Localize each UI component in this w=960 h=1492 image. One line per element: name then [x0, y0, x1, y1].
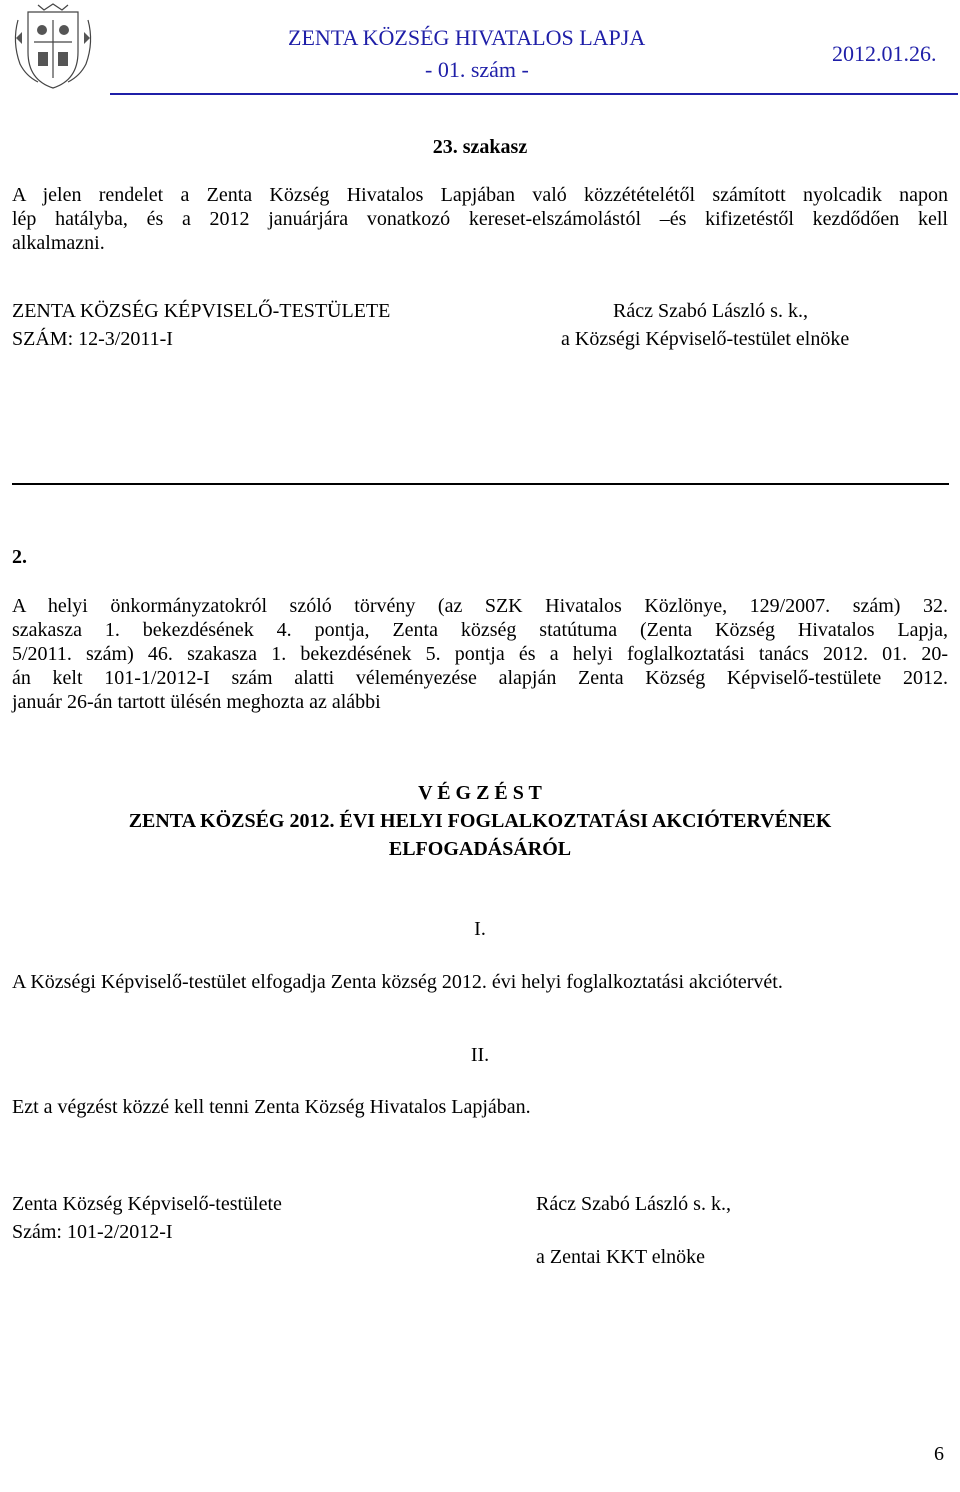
- signature-title: a Községi Képviselő-testület elnöke: [561, 328, 850, 350]
- paragraph-line: 5/2011. szám) 46. szakasza 1. bekezdésének 5. pontja és a helyi foglalkoztatási tanács 2012. 01. 20-: [12, 643, 948, 665]
- signature-org: Zenta Község Képviselő-testülete: [12, 1193, 282, 1215]
- part-number: II.: [470, 1044, 490, 1066]
- part-text: A Községi Képviselő-testület elfogadja Zenta község 2012. évi helyi foglalkoztatási akciótervét.: [12, 971, 783, 993]
- coat-of-arms-icon: [8, 2, 98, 90]
- section-heading: 23. szakasz: [432, 136, 528, 158]
- paragraph-line: A helyi önkormányzatokról szóló törvény (az SZK Hivatalos Közlönye, 129/2007. szám) 32.: [12, 595, 948, 617]
- page-number: 6: [934, 1443, 944, 1465]
- decision-subject: ZENTA KÖZSÉG 2012. ÉVI HELYI FOGLALKOZTATÁSI AKCIÓTERVÉNEK: [128, 810, 832, 832]
- paragraph-line: január 26-án tartott ülésén meghozta az alábbi: [12, 691, 381, 713]
- decision-title: V É G Z É S T: [418, 782, 542, 804]
- part-text: Ezt a végzést közzé kell tenni Zenta Község Hivatalos Lapjában.: [12, 1096, 531, 1118]
- paragraph-line: án kelt 101-1/2012-I szám alatti véleményezése alapján Zenta Község Képviselő-testülete 2012.: [12, 667, 948, 689]
- header-title: ZENTA KÖZSÉG HIVATALOS LAPJA: [288, 25, 646, 50]
- signature-number: Szám: 101-2/2012-I: [12, 1221, 173, 1243]
- section-divider: [12, 483, 949, 485]
- paragraph-line: alkalmazni.: [12, 232, 105, 254]
- signature-number: SZÁM: 12-3/2011-I: [12, 328, 173, 350]
- header-divider: [110, 93, 958, 95]
- signature-name: Rácz Szabó László s. k.,: [536, 1193, 731, 1215]
- section-23-paragraph: [12, 183, 948, 255]
- document-number: 2.: [12, 546, 27, 568]
- signature-name: Rácz Szabó László s. k.,: [613, 300, 808, 322]
- paragraph-line: A jelen rendelet a Zenta Község Hivatalos Lapjában való közzétételétől számított nyolcadik napon: [12, 184, 948, 206]
- signature-title: a Zentai KKT elnöke: [536, 1246, 706, 1268]
- decision-subject-cont: ELFOGADÁSÁRÓL: [388, 838, 572, 860]
- paragraph-line: lép hatályba, és a 2012 januárjára vonatkozó kereset-elszámolástól –és kifizetéstől kezdődően kell: [12, 208, 948, 230]
- preamble-paragraph: [12, 594, 948, 714]
- paragraph-line: szakasza 1. bekezdésének 4. pontja, Zenta község statútuma (Zenta Község Hivatalos Lapja,: [12, 619, 948, 641]
- header-date: 2012.01.26.: [832, 41, 937, 66]
- header-issue: - 01. szám -: [425, 57, 529, 82]
- signature-org: ZENTA KÖZSÉG KÉPVISELŐ-TESTÜLETE: [12, 300, 391, 322]
- part-number: I.: [474, 918, 486, 940]
